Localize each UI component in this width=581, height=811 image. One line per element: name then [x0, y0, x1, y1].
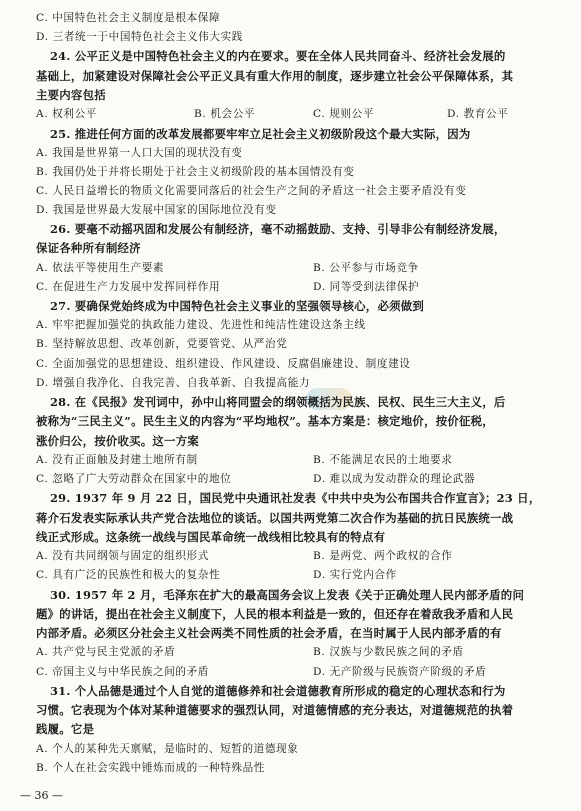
q28-option-d: D. 难以成为发动群众的理论武器 [313, 473, 476, 485]
q24-option-d: D. 教育公平 [447, 108, 509, 120]
q25-option-d: D. 我国是世界最大发展中国家的国际地位没有变 [36, 204, 277, 216]
q28-stem-line2: 被称为“三民主义”。民生主义的内容为“平均地权”。基本方案是：核定地价，按价征税， [36, 414, 494, 428]
page-number: — 36 — [20, 789, 63, 802]
q29-option-c: C. 具有广泛的民族性和极大的复杂性 [36, 569, 221, 581]
q28-option-c: C. 忽略了广大劳动群众在国家中的地位 [36, 473, 232, 485]
q26-stem-line2: 保证各种所有制经济 [36, 241, 141, 255]
q24-option-b: B. 机会公平 [194, 108, 256, 120]
q29-option-d: D. 实行党内合作 [313, 569, 397, 581]
q26-option-a: A. 依法平等使用生产要素 [36, 262, 165, 274]
q30-option-b: B. 汉族与少数民族之间的矛盾 [313, 646, 464, 658]
q24-option-c: C. 规则公平 [313, 108, 375, 120]
q29-stem-line1: 29. 1937 年 9 月 22 日，国民党中央通讯社发表《中共中央为公布国共合作宣言》；23 日， [50, 491, 541, 505]
q23-option-d: D. 三者统一于中国特色社会主义伟大实践 [36, 31, 243, 43]
q28-stem-line3: 涨价归公，按价收买。这一方案 [36, 434, 199, 448]
q24-option-a: A. 权利公平 [36, 108, 97, 120]
q31-option-a: A. 个人的某种先天禀赋，是临时的、短暂的道德现象 [36, 743, 299, 755]
q25-stem: 25. 推进任何方面的改革发展都要牢牢立足社会主义初级阶段这个最大实际，因为 [50, 127, 471, 141]
q27-option-b: B. 坚持解放思想、改革创新，党要管党、从严治党 [36, 338, 288, 350]
q27-option-d: D. 增强自我净化、自我完善、自我革新、自我提高能力 [36, 377, 311, 389]
q31-option-b: B. 个人在社会实践中锤炼而成的一种特殊品性 [36, 762, 265, 774]
q24-stem-line1: 24. 公平正义是中国特色社会主义的内在要求。要在全体人民共同奋斗、经济社会发展的 [50, 49, 506, 63]
q27-option-a: A. 牢牢把握加强党的执政能力建设、先进性和纯洁性建设这条主线 [36, 319, 366, 331]
q30-option-d: D. 无产阶级与民族资产阶级的矛盾 [313, 666, 487, 678]
q26-stem-line1: 26. 要毫不动摇巩固和发展公有制经济，毫不动摇鼓励、支持、引导非公有制经济发展， [50, 222, 506, 236]
q23-option-c: C. 中国特色社会主义制度是根本保障 [36, 12, 221, 24]
q25-option-c: C. 人民日益增长的物质文化需要同落后的社会生产之间的矛盾这一社会主要矛盾没有变 [36, 185, 467, 197]
q29-stem-line2: 蒋介石发表实际承认共产党合法地位的谈话。以国共两党第二次合作为基础的抗日民族统一战 [36, 511, 514, 525]
q26-option-d: D. 同等受到法律保护 [313, 281, 420, 293]
q31-stem-line3: 践履。它是 [36, 722, 95, 736]
q24-stem-line2: 基础上，加紧建设对保障社会公平正义具有重大作用的制度，逐步建立社会公平保障体系，其 [36, 69, 514, 83]
q31-stem-line2: 习惯。它表现为个体对某种道德要求的强烈认同，对道德情感的充分表达，对道德规范的执着 [36, 703, 514, 717]
q30-option-c: C. 帝国主义与中华民族之间的矛盾 [36, 666, 209, 678]
q24-stem-line3: 主要内容包括 [36, 88, 106, 102]
q27-option-c: C. 全面加强党的思想建设、组织建设、作风建设、反腐倡廉建设、制度建设 [36, 358, 411, 370]
q28-option-a: A. 没有正面触及封建土地所有制 [36, 454, 198, 466]
q29-stem-line3: 线正式形成。这条统一战线与国民革命统一战线相比较具有的特点有 [36, 530, 386, 544]
q30-stem-line2: 题》的讲话，提出在社会主义制度下，人民的根本利益是一致的，但还存在着敌我矛盾和人民 [36, 607, 514, 621]
q30-option-a: A. 共产党与民主党派的矛盾 [36, 646, 176, 658]
q30-stem-line3: 内部矛盾。必须区分社会主义社会两类不同性质的社会矛盾，在当时属于人民内部矛盾的有 [36, 626, 502, 640]
q25-option-b: B. 我国仍处于并将长期处于社会主义初级阶段的基本国情没有变 [36, 166, 355, 178]
q30-stem-line1: 30. 1957 年 2 月，毛泽东在扩大的最高国务会议上发表《关于正确处理人民内部矛盾的问 [50, 588, 525, 602]
q25-option-a: A. 我国是世界第一人口大国的现状没有变 [36, 147, 243, 159]
q26-option-b: B. 公平参与市场竞争 [313, 262, 419, 274]
q26-option-c: C. 在促进生产力发展中发挥同样作用 [36, 281, 221, 293]
q28-stem-line1: 28. 在《民报》发刊词中，孙中山将同盟会的纲领概括为民族、民权、民生三大主义，后 [50, 395, 506, 409]
q28-option-b: B. 不能满足农民的土地要求 [313, 454, 453, 466]
q29-option-a: A. 没有共同纲领与固定的组织形式 [36, 550, 209, 562]
q27-stem: 27. 要确保党始终成为中国特色社会主义事业的坚强领导核心，必须做到 [50, 299, 425, 313]
q29-option-b: B. 是两党、两个政权的合作 [313, 550, 453, 562]
q31-stem-line1: 31. 个人品德是通过个人自觉的道德修养和社会道德教育所形成的稳定的心理状态和行为 [50, 684, 506, 698]
